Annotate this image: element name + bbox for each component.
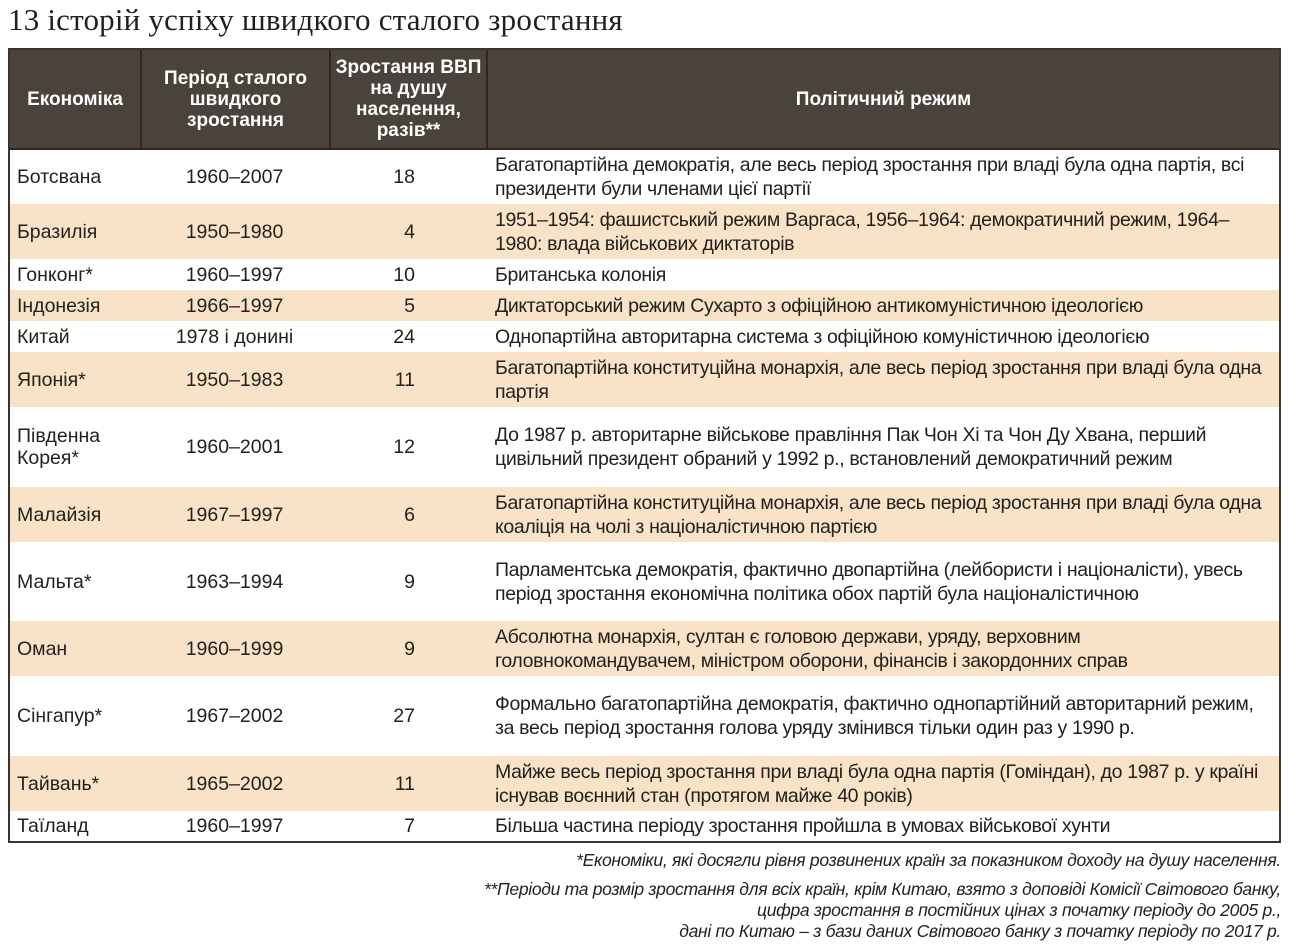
- header-regime: Політичний режим: [487, 50, 1279, 149]
- cell-period: 1960–1997: [141, 259, 330, 290]
- table-row: [10, 542, 1279, 621]
- cell-period: 1963–1994: [141, 542, 330, 621]
- table-header-row: [10, 50, 1279, 149]
- cell-regime: Більша частина періоду зростання пройшла в умовах військової хунти: [487, 811, 1279, 841]
- cell-period: 1966–1997: [141, 290, 330, 321]
- cell-growth: 6: [330, 487, 487, 542]
- cell-period: 1967–2002: [141, 676, 330, 756]
- cell-growth: 9: [330, 542, 487, 621]
- cell-economy: Китай: [10, 321, 141, 352]
- cell-growth: 12: [330, 407, 487, 487]
- cell-growth: 18: [330, 149, 487, 204]
- cell-economy: Тайвань*: [10, 756, 141, 811]
- cell-regime: Парламентська демократія, фактично двопартійна (лейбористи і націоналісти), увесь період зростання економічна політика обох партій була націоналістичною: [487, 542, 1279, 621]
- table-row: [10, 407, 1279, 487]
- cell-regime: Британська колонія: [487, 259, 1279, 290]
- cell-regime: Однопартійна авторитарна система з офіційною комуністичною ідеологією: [487, 321, 1279, 352]
- cell-period: 1960–1999: [141, 621, 330, 676]
- header-growth: Зростання ВВП на душу населення, разів**: [330, 50, 487, 149]
- cell-economy: Гонконг*: [10, 259, 141, 290]
- cell-regime: Багатопартійна конституційна монархія, але весь період зростання при владі була одна коаліція на чолі з націоналістичною партією: [487, 487, 1279, 542]
- cell-period: 1950–1983: [141, 352, 330, 407]
- cell-economy: Сінгапур*: [10, 676, 141, 756]
- growth-table-grid: [10, 50, 1279, 841]
- table-row: [10, 290, 1279, 321]
- cell-economy: Бразилія: [10, 204, 141, 259]
- cell-period: 1967–1997: [141, 487, 330, 542]
- cell-economy: Ботсвана: [10, 149, 141, 204]
- cell-economy: Таїланд: [10, 811, 141, 841]
- footnote-sources: [281, 879, 1281, 942]
- cell-period: 1965–2002: [141, 756, 330, 811]
- cell-regime: Формально багатопартійна демократія, фактично однопартійний авторитарний режим, за весь період зростання голова уряду змінився тільки один раз у 1990 р.: [487, 676, 1279, 756]
- cell-period: 1950–1980: [141, 204, 330, 259]
- table-row: [10, 487, 1279, 542]
- table-row: [10, 149, 1279, 204]
- cell-regime: Майже весь період зростання при владі була одна партія (Гоміндан), до 1987 р. у країні існував воєнний стан (протягом майже 40 років): [487, 756, 1279, 811]
- cell-regime: Абсолютна монархія, султан є головою держави, уряду, верховним головнокомандувачем, міністром оборони, фінансів і закордонних справ: [487, 621, 1279, 676]
- cell-growth: 27: [330, 676, 487, 756]
- cell-growth: 9: [330, 621, 487, 676]
- cell-economy: Мальта*: [10, 542, 141, 621]
- table-row: [10, 321, 1279, 352]
- table-row: [10, 621, 1279, 676]
- footnote-sources-line: цифра зростання в постійних цінах з початку періоду до 2005 р.,: [756, 900, 1281, 920]
- cell-period: 1960–2007: [141, 149, 330, 204]
- footnote-sources-line: дані по Китаю – з бази даних Світового банку з початку періоду по 2017 р.: [679, 921, 1281, 941]
- cell-growth: 11: [330, 352, 487, 407]
- cell-regime: Багатопартійна конституційна монархія, але весь період зростання при владі була одна партія: [487, 352, 1279, 407]
- cell-economy: Японія*: [10, 352, 141, 407]
- footnote-developed-economies: *Економіки, які досягли рівня розвинених країн за показником доходу на душу населення.: [576, 850, 1281, 870]
- cell-economy: Південна Корея*: [10, 407, 141, 487]
- table-row: [10, 811, 1279, 841]
- footnote-sources-line: **Періоди та розмір зростання для всіх країн, крім Китаю, взято з доповіді Комісії Світового банку,: [484, 879, 1281, 899]
- cell-period: 1978 і донині: [141, 321, 330, 352]
- cell-growth: 4: [330, 204, 487, 259]
- footnotes: [281, 850, 1281, 942]
- table-body: [10, 149, 1279, 841]
- cell-growth: 10: [330, 259, 487, 290]
- table-row: [10, 259, 1279, 290]
- cell-economy: Малайзія: [10, 487, 141, 542]
- cell-economy: Індонезія: [10, 290, 141, 321]
- page-title: 13 історій успіху швидкого сталого зростання: [8, 2, 623, 37]
- header-economy: Економіка: [10, 50, 141, 149]
- cell-growth: 24: [330, 321, 487, 352]
- cell-growth: 11: [330, 756, 487, 811]
- cell-regime: Багатопартійна демократія, але весь період зростання при владі була одна партія, всі президенти були членами цієї партії: [487, 149, 1279, 204]
- cell-growth: 7: [330, 811, 487, 841]
- cell-growth: 5: [330, 290, 487, 321]
- cell-regime: Диктаторський режим Сухарто з офіційною антикомуністичною ідеологією: [487, 290, 1279, 321]
- table-row: [10, 756, 1279, 811]
- cell-regime: До 1987 р. авторитарне військове правління Пак Чон Хі та Чон Ду Хвана, перший цивільний президент обраний у 1992 р., встановлений демократичний режим: [487, 407, 1279, 487]
- cell-economy: Оман: [10, 621, 141, 676]
- cell-regime: 1951–1954: фашистський режим Варгаса, 1956–1964: демократичний режим, 1964–1980: влада військових диктаторів: [487, 204, 1279, 259]
- table-row: [10, 352, 1279, 407]
- cell-period: 1960–2001: [141, 407, 330, 487]
- table-row: [10, 676, 1279, 756]
- growth-table: [8, 48, 1281, 843]
- header-period: Період сталого швидкого зростання: [141, 50, 330, 149]
- table-row: [10, 204, 1279, 259]
- cell-period: 1960–1997: [141, 811, 330, 841]
